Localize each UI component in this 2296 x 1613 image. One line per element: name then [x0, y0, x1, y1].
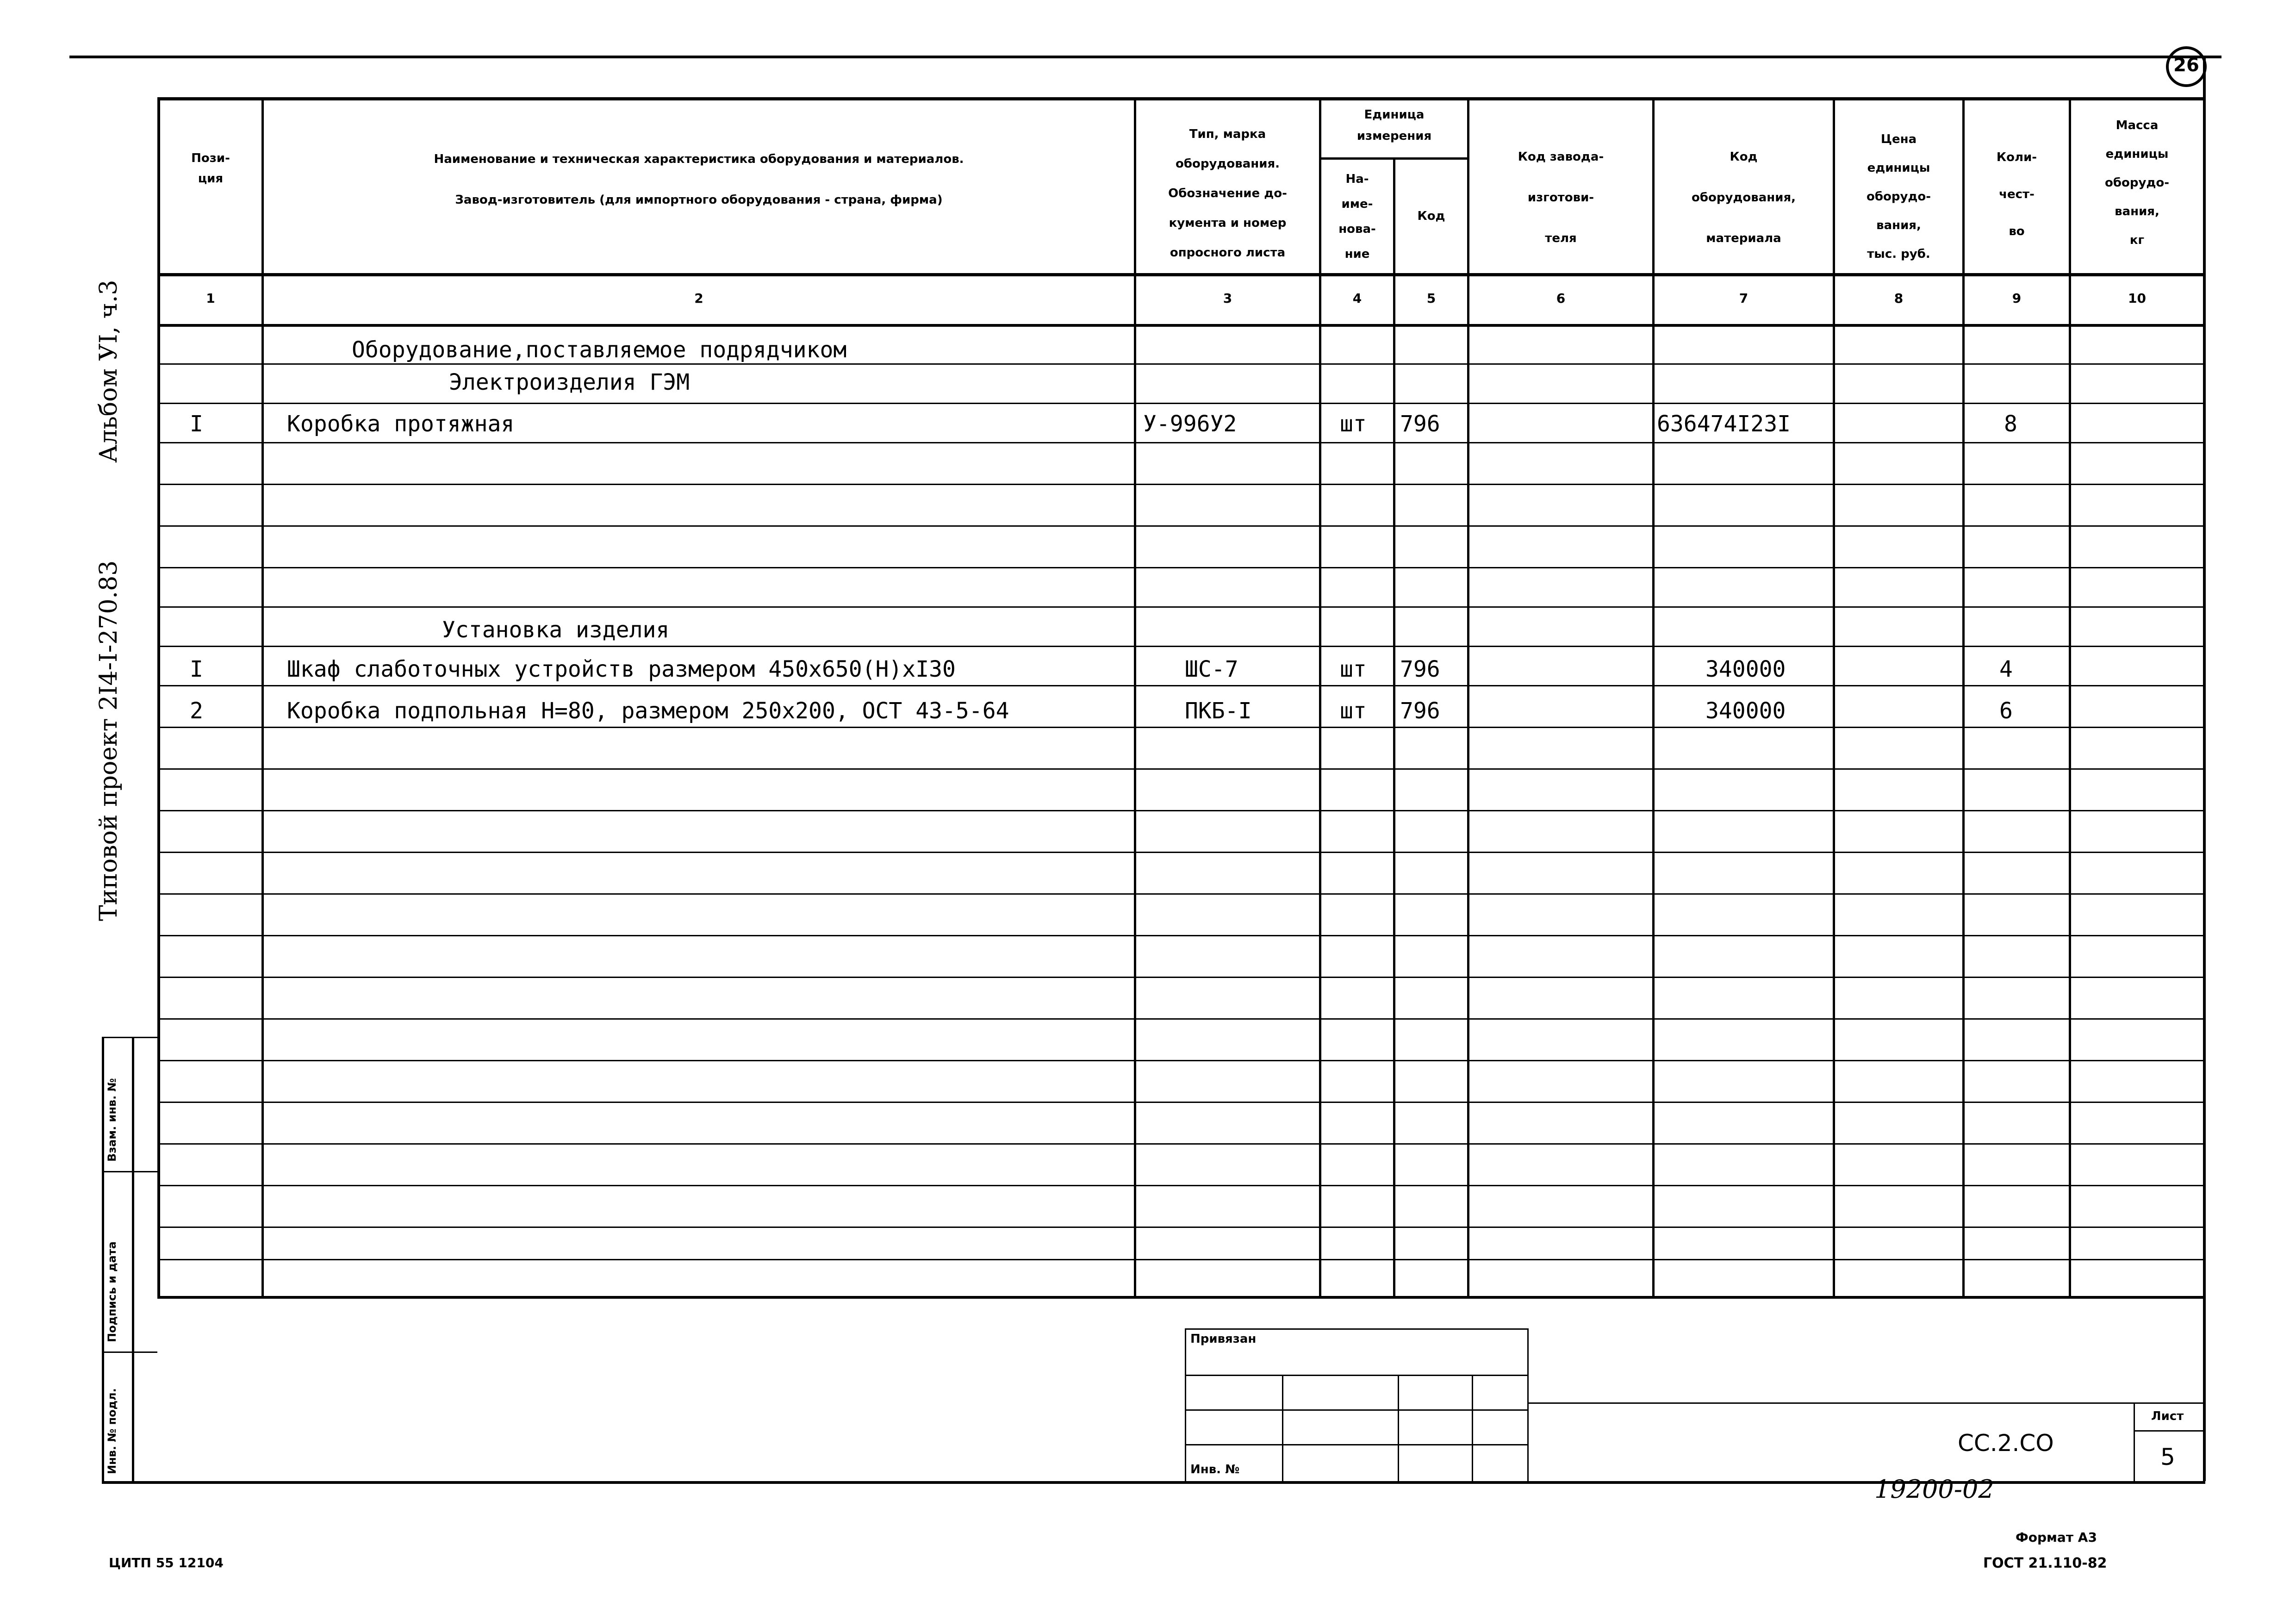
section-heading-gem: Электроизделия ГЭМ	[449, 369, 690, 395]
row-unit: шт	[1340, 656, 1367, 682]
row-name: Коробка протяжная	[287, 411, 515, 437]
col-num-10: 10	[2128, 291, 2146, 306]
header-quantity: Коли- чест- во	[1996, 150, 2037, 238]
row-unit: шт	[1340, 698, 1367, 724]
header-factory-code: Код завода- изготови- теля	[1518, 150, 1604, 245]
col-num-9: 9	[2012, 291, 2022, 306]
col-num-8: 8	[1894, 291, 1904, 306]
header-mass: Масса единицы оборудо- вания, кг	[2104, 118, 2170, 247]
row-position: I	[190, 411, 203, 437]
row-quantity: 4	[1999, 656, 2013, 682]
row-material-code: 340000	[1705, 656, 1786, 682]
header-name: Наименование и техническая характеристика оборудования и материалов. Завод-изготовитель (для импортного оборудования - страна, фирма)	[434, 152, 964, 207]
header-position: Пози- ция	[191, 151, 230, 186]
title-sheet-number: 5	[2160, 1444, 2175, 1470]
header-material-code: Код оборудования, материала	[1691, 150, 1796, 245]
row-type: ШС-7	[1185, 656, 1238, 682]
col-num-2: 2	[694, 291, 703, 306]
header-unit-code: Код	[1417, 209, 1445, 223]
side-project-label: Типовой проект 2I4-I-270.83	[95, 560, 123, 921]
title-designation: СС.2.СО	[1958, 1430, 2054, 1457]
side-album-label: Альбом УI, ч.3	[95, 280, 123, 463]
row-position: 2	[190, 698, 203, 724]
row-material-code: 636474I23I	[1657, 411, 1791, 437]
row-quantity: 6	[1999, 698, 2013, 724]
row-unit-code: 796	[1400, 656, 1440, 682]
col-num-4: 4	[1352, 291, 1362, 306]
row-name: Коробка подпольная Н=80, размером 250х200, ОСТ 43-5-64	[287, 698, 1009, 724]
col-num-6: 6	[1556, 291, 1566, 306]
header-price: Цена единицы оборудо- вания, тыс. руб.	[1866, 132, 1931, 261]
row-type: У-996У2	[1143, 411, 1237, 437]
row-position: I	[190, 656, 203, 682]
row-quantity: 8	[2004, 411, 2017, 437]
col-num-7: 7	[1739, 291, 1748, 306]
header-unit: Единица измерения	[1356, 108, 1432, 143]
page-number: 26	[2173, 55, 2199, 76]
row-material-code: 340000	[1705, 698, 1786, 724]
col-num-3: 3	[1223, 291, 1232, 306]
title-privyazan: Привязан	[1190, 1332, 1257, 1346]
row-unit-code: 796	[1400, 698, 1440, 724]
header-type: Тип, марка оборудования. Обозначение до- кумента и номер опросного листа	[1168, 127, 1287, 260]
col-num-1: 1	[206, 291, 215, 306]
col-num-5: 5	[1426, 291, 1436, 306]
title-handwritten-number: 19200-02	[1874, 1475, 1994, 1504]
row-unit: шт	[1340, 411, 1367, 437]
row-type: ПКБ-I	[1185, 698, 1252, 724]
stamp-sign-date: Подпись и дата	[106, 1241, 118, 1342]
row-name: Шкаф слаботочных устройств размером 450х650(Н)хI30	[287, 656, 956, 682]
section-heading-supplied: Оборудование,поставляемое подрядчиком	[352, 337, 847, 363]
header-unit-name: На- име- нова- ние	[1338, 172, 1376, 261]
stamp-inv-vzam: Взам. инв. №	[106, 1078, 118, 1162]
footer-gost: ГОСТ 21.110-82	[1983, 1555, 2107, 1571]
footer-left-code: ЦИТП 55 12104	[109, 1555, 224, 1570]
section-heading-installation: Установка изделия	[442, 617, 670, 643]
title-inv-no: Инв. №	[1190, 1463, 1240, 1476]
footer-format: Формат А3	[2016, 1530, 2097, 1545]
stamp-inv-podl: Инв. № подл.	[106, 1388, 118, 1474]
title-sheet-label: Лист	[2151, 1409, 2184, 1423]
row-unit-code: 796	[1400, 411, 1440, 437]
